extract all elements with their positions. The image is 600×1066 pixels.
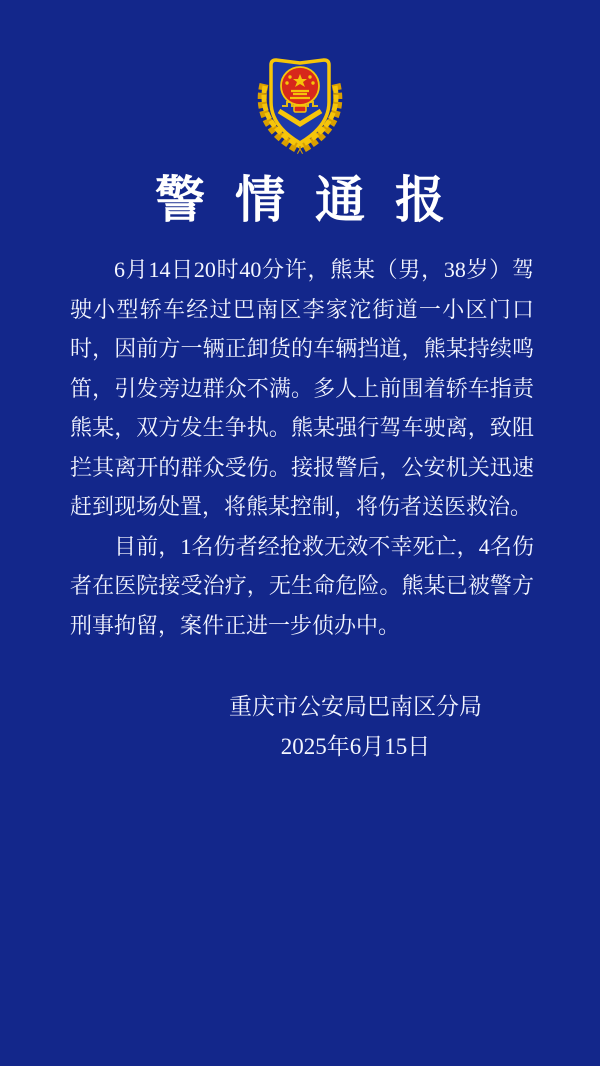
signature-date: 2025年6月15日 bbox=[280, 734, 431, 759]
badge-area bbox=[0, 0, 600, 156]
police-badge-icon bbox=[252, 54, 348, 156]
page-title: 警情通报 bbox=[155, 172, 475, 228]
notice-body bbox=[0, 250, 600, 645]
notice-paragraph-2: 目前，1名伤者经抢救无效不幸死亡，4名伤者在医院接受治疗，无生命危险。熊某已被警方刑事拘留，案件正进一步侦办中。 bbox=[70, 533, 534, 638]
signature-block bbox=[0, 687, 600, 767]
notice-paragraph-1: 6月14日20时40分许，熊某（男，38岁）驾驶小型轿车经过巴南区李家沱街道一小区门口时，因前方一辆正卸货的车辆挡道，熊某持续鸣笛，引发旁边群众不满。多人上前围着轿车指责熊某，双方发生争执。熊某强行驾车驶离，致阻拦其离开的群众受伤。接报警后，公安机关迅速赶到现场处置，将熊某控制，将伤者送医救治。 bbox=[70, 257, 534, 519]
signature-issuer: 重庆市公安局巴南区分局 bbox=[229, 694, 482, 719]
